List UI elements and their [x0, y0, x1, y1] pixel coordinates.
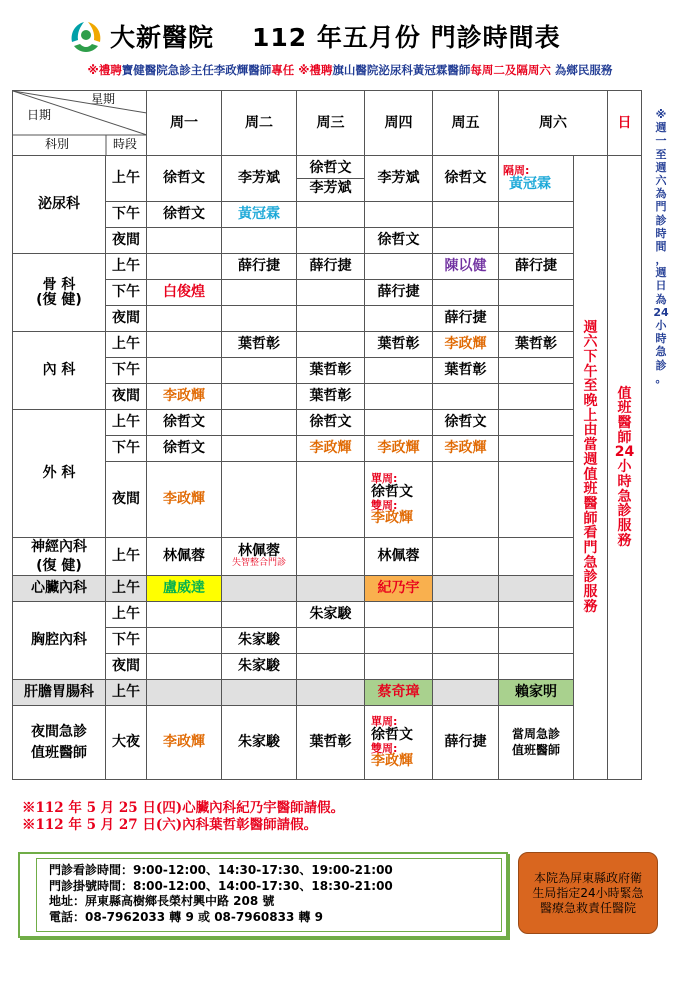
dept-internal: 內 科 — [13, 332, 106, 410]
dept-urology: 泌尿科 — [13, 156, 106, 254]
day-header-sat: 周六 — [499, 91, 608, 156]
hospital-name: 大新醫院 — [110, 23, 215, 52]
corner-header: 星期 日期 科別 時段 — [13, 91, 147, 156]
emergency-badge: 本院為屏東縣政府衛生局指定24小時緊急醫療急救責任醫院 — [518, 852, 658, 934]
day-header-wed: 周三 — [297, 91, 365, 156]
day-header-fri: 周五 — [433, 91, 499, 156]
leave-notice-1: ※112 年 5 月 25 日(四)心臟內科紀乃宇醫師請假。 — [22, 800, 345, 816]
dept-surgery: 外 科 — [13, 410, 106, 538]
side-note: ※ 週 一 至 週 六 為 門 診 時 間 ， 週 日 為 24 小 時 急 診 。 — [653, 108, 669, 385]
dept-neurology: 神經內科 (復 健) — [13, 538, 106, 576]
phone: 電話：08-7962033 轉 9 或 08-7960833 轉 9 — [49, 909, 324, 924]
leave-notice-2: ※112 年 5 月 27 日(六)內科葉哲彰醫師請假。 — [22, 816, 318, 833]
hospital-logo-icon — [66, 18, 106, 58]
clinic-hours: 門診看診時間：9:00-12:00、14:30-17:30、19:00-21:00 — [49, 863, 393, 877]
dept-chest: 胸腔內科 — [13, 602, 106, 680]
recruit-notice: ※禮聘寶健醫院急診主任李政輝醫師專任 ※禮聘旗山醫院泌尿科黃冠霖醫師每周二及隔周六 為鄉民服務 — [87, 63, 613, 77]
dept-night-emergency: 夜間急診 值班醫師 — [13, 706, 106, 780]
dept-cardiology: 心臟內科 — [13, 576, 106, 602]
day-header-thu: 周四 — [365, 91, 433, 156]
day-header-tue: 周二 — [222, 91, 297, 156]
dept-orthopedics: 骨 科 (復 健) — [13, 254, 106, 332]
registration-hours: 門診掛號時間：8:00-12:00、14:00-17:30、18:30-21:00 — [49, 878, 393, 893]
page-title: 112 年五月份 門診時間表 — [252, 23, 561, 52]
dept-gastro: 肝膽胃腸科 — [13, 680, 106, 706]
day-header-sun: 日 — [608, 91, 642, 156]
header — [0, 12, 700, 56]
address: 地址：屏東縣高樹鄉長榮村興中路 208 號 — [49, 894, 275, 909]
leave-notices — [22, 800, 344, 834]
clinic-info-box — [18, 852, 508, 938]
sunday-note: 值 班 醫 師 24 小 時 急 診 服 務 — [608, 156, 642, 780]
saturday-afternoon-note: 週 六 下 午 至 晚 上 由 當 週 值 班 醫 師 看 門 急 診 服 務 — [574, 156, 608, 780]
day-header-mon: 周一 — [147, 91, 222, 156]
schedule-table: 星期 日期 科別 時段 周一 周二 周三 周四 周五 周六 日 泌尿科 上午 徐哲文 李芳斌 徐哲文 李芳斌 李芳斌 徐哲文 隔周: 黃冠霖 週 六 下 午 至 晚 上 由 當 週 值 班 醫 師 看 門 急 診 服 務 值 班 醫 師 24 小 時 急 診 服 務 下午 徐哲文 黃冠霖 夜間 徐哲文 骨 科 (復 健) 上午 薛行捷 薛行捷 陳以健 薛行捷 下午 白俊煌 薛行捷 夜間 薛行捷 內 科 上午 葉哲彰 葉哲彰 李政輝 葉哲彰 下午 葉哲彰 葉哲彰 夜間 李政輝 葉哲彰 外 科 上午 徐哲文 徐哲文 徐哲文 下午 徐哲文 李政輝 李政輝 李政輝 夜間 李政輝 單周: 徐哲文 雙周: 李政輝 神經內科 (復 健) 上午 林佩蓉 林佩蓉 失智整合門診 林佩蓉 心臟內科 上午 盧威達 紀乃宇 胸腔內科 上午 朱家駿 下午 朱家駿 夜間 朱家駿 肝膽胃腸科 上午 蔡奇璋 賴家明 夜間急診 值班醫師 大夜 李政輝 朱家駿 葉哲彰 單周: 徐哲文 雙周: 李政輝 薛行捷 當周急診 值班醫師 — [12, 90, 642, 780]
